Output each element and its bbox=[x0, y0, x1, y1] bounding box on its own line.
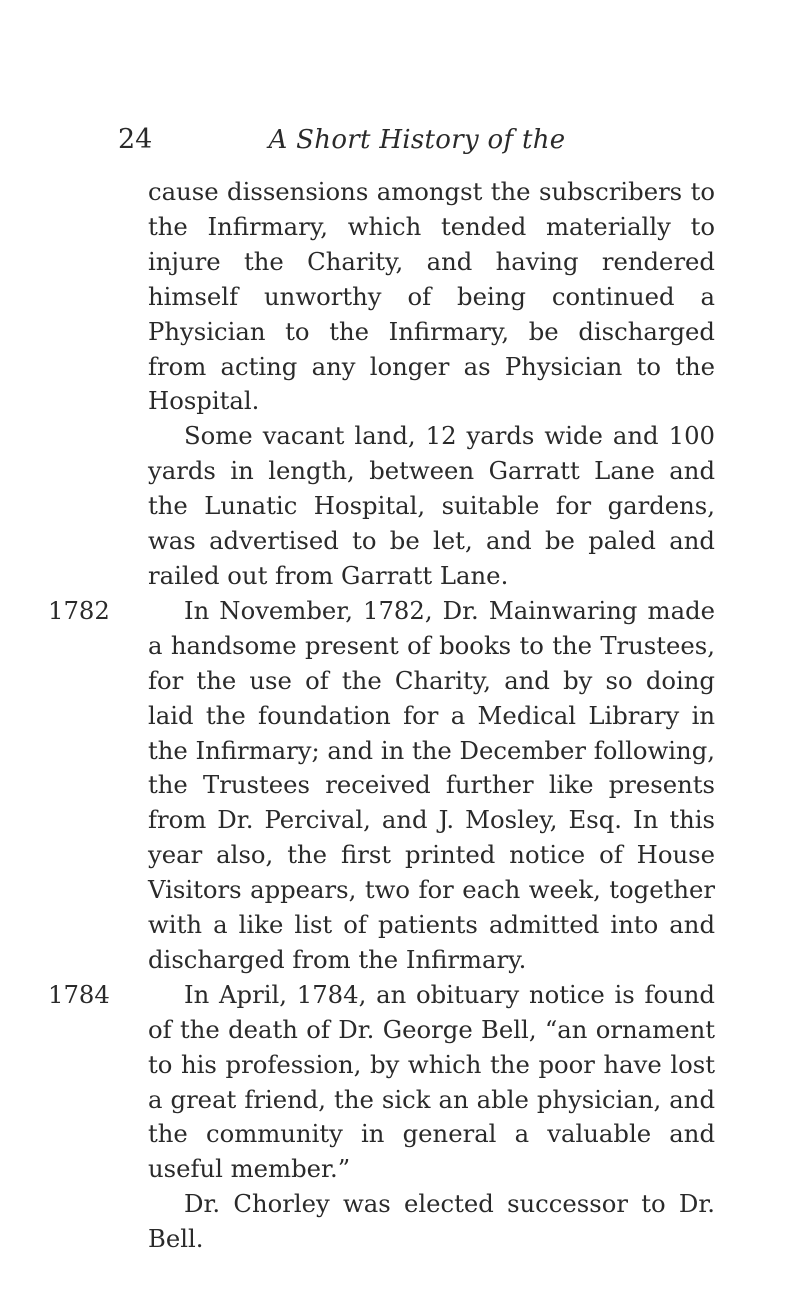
paragraph-text: cause dissensions amongst the subscribers to the Infirmary, which tended materially to injure the Charity, and having rendered himself unworthy of being continued a Physician to the Infirmary, be discharged from acting any longer as Physician to the Hospital. bbox=[148, 177, 715, 416]
paragraph-vacant-land bbox=[148, 419, 715, 594]
page-header bbox=[118, 120, 716, 160]
paragraph-1784: 1784 In April, 1784, an obituary notice is found of the death of Dr. George Bell, “an ornament to his profession, by which the poor have lost a great friend, the sick an able physician, and the community in general a valuable and useful member.” bbox=[48, 979, 715, 1184]
body-text bbox=[48, 175, 715, 1257]
paragraph-text: Dr. Chorley was elected successor to Dr. Bell. bbox=[148, 1189, 715, 1254]
running-title: A Short History of the bbox=[268, 125, 566, 155]
paragraph-continuation bbox=[148, 175, 715, 419]
page-number: 24 bbox=[118, 124, 153, 155]
paragraph-text: In November, 1782, Dr. Mainwaring made a handsome present of books to the Trustees, for the use of the Charity, and by so doing laid the foundation for a Medical Library in the Infirmary; and in the December following, the Trustees received further like presents from Dr. Percival, and J. Mosley, Esq. In this year also, the first printed notice of House Visitors appears, two for each week, together with a like list of patients admitted into and discharged from the Infirmary. bbox=[148, 595, 715, 974]
paragraph-1782: 1782 In November, 1782, Dr. Mainwaring made a handsome present of books to the Trustees, for the use of the Charity, and by so doing laid the foundation for a Medical Library in the Infirmary; and in the December following, the Trustees received further like presents from Dr. Percival, and J. Mosley, Esq. In this year also, the first printed notice of House Visitors appears, two for each week, together with a like list of patients admitted into and discharged from the Infirmary. bbox=[48, 595, 715, 974]
paragraph-text: In April, 1784, an obituary notice is found of the death of Dr. George Bell, “an ornament to his profession, by which the poor have lost a great friend, the sick an able physician, and the community in general a valuable and useful member.” bbox=[148, 979, 715, 1184]
paragraph-text: Some vacant land, 12 yards wide and 100 yards in length, between Garratt Lane and the Lunatic Hospital, suitable for gardens, was advertised to be let, and be paled and railed out from Garratt Lane. bbox=[148, 421, 715, 590]
paragraph-chorley bbox=[148, 1187, 715, 1257]
